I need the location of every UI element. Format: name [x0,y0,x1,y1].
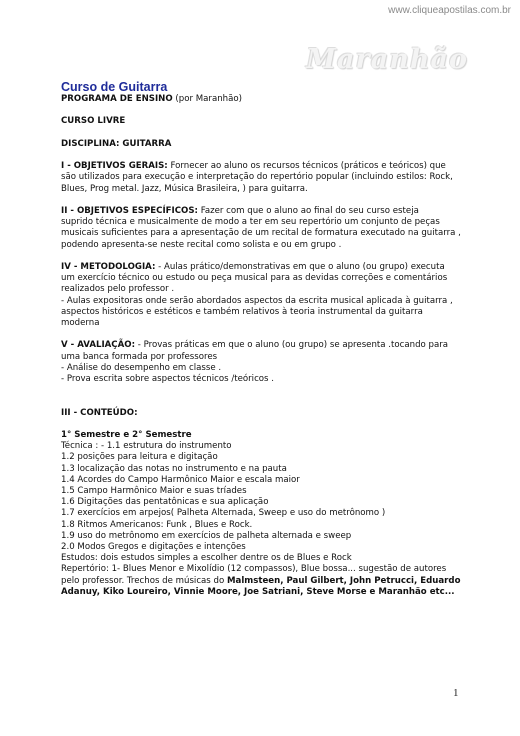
program-author: (por Maranhão) [172,94,242,104]
repertoire-line [61,576,471,587]
section-heading: II - OBJETIVOS ESPECÍFICOS: [61,205,198,216]
paragraph-line: são utilizados para execução e interpretação do repertório popular (incluindo estilos: Rock, [61,172,453,183]
list-item: 1.3 localização das notas no instrumento e na pauta [61,463,287,474]
paragraph-text: Fornecer ao aluno os recursos técnicos (práticos e teóricos) que [167,161,446,172]
section-heading: III - CONTEÚDO: [61,407,138,418]
list-item: 1.2 posições para leitura e digitação [61,452,218,463]
paragraph-line [61,161,471,172]
paragraph-line [61,262,471,273]
list-item: 1.4 Acordes do Campo Harmônico Maior e escala maior [61,474,300,485]
paragraph-line: Blues, Prog metal. Jazz, Música Brasileira, ) para guitarra. [61,183,308,194]
repertoire-artists: Adanuy, Kiko Loureiro, Vinnie Moore, Joe Satriani, Steve Morse e Maranhão etc... [61,586,455,597]
paragraph-text: - Provas práticas em que o aluno (ou grupo) se apresenta .tocando para [135,340,449,351]
list-item: 2.0 Modos Gregos e digitações e intenções [61,541,246,552]
section-evaluation [61,340,471,385]
paragraph-line: musicais suficientes para a apresentação de um recital de formatura executado na guitarra , [61,228,461,239]
document-title: Curso de Guitarra [61,80,168,94]
list-item: Técnica : - 1.1 estrutura do instrumento [61,441,232,452]
paragraph-line: realizados pelo professor . [61,284,175,295]
paragraph-line [61,206,471,217]
paragraph-line: - Aulas expositoras onde serão abordados aspectos da escrita musical aplicada à guitarra , [61,295,453,306]
paragraph-line: moderna [61,317,100,328]
paragraph-line: podendo apresenta-se neste recital como solista e ou em grupo . [61,239,342,250]
paragraph-line: uma banca formada por professores [61,351,218,362]
section-general-objectives [61,161,471,195]
list-item: 1.7 exercícios em arpejos( Palheta Alternada, Sweep e uso do metrônomo ) [61,508,386,519]
repertoire-text: pelo professor. Trechos de músicas do [61,575,227,586]
brand-logo: Maranhão [306,44,468,75]
discipline: DISCIPLINA: GUITARRA [61,138,172,149]
section-heading: IV - METODOLOGIA: [61,261,156,272]
list-item: 1.8 Ritmos Americanos: Funk , Blues e Rock. [61,519,253,530]
page-number: 1 [453,687,459,699]
list-item: 1.6 Digitações das pentatônicas e sua aplicação [61,497,269,508]
paragraph-line: - Análise do desempenho em classe . [61,362,222,373]
section-content [61,408,471,598]
paragraph-text: Fazer com que o aluno ao final do seu curso esteja [197,205,419,216]
course-type: CURSO LIVRE [61,116,126,127]
list-item: 1.9 uso do metrônomo em exercícios de palheta alternada e sweep [61,530,352,541]
repertoire-artists: Malmsteen, Paul Gilbert, John Petrucci, Eduardo [226,575,461,586]
list-item: 1.5 Campo Harmônico Maior e suas tríades [61,485,247,496]
paragraph-line [61,340,471,351]
paragraph-text: - Aulas prático/demonstrativas em que o aluno (ou grupo) executa [155,261,445,272]
paragraph-line: aspectos históricos e estéticos e também relativos à teoria instrumental da guitarra [61,306,423,317]
section-heading: V - AVALIAÇÃO: [61,340,136,351]
section-specific-objectives [61,206,471,251]
paragraph-line: um exercício técnico ou estudo ou peça musical para as devidas correções e comentários [61,273,448,284]
list-item: Estudos: dois estudos simples a escolher dentre os de Blues e Rock [61,553,352,564]
paragraph-line: - Prova escrita sobre aspectos técnicos /teóricos . [61,373,274,384]
section-heading: I - OBJETIVOS GERAIS: [61,161,168,172]
program-label: PROGRAMA DE ENSINO [61,94,173,104]
document-body [61,80,471,598]
site-url: www.cliqueapostilas.com.br [388,5,511,16]
paragraph-line: suprido técnica e musicalmente de modo a ter em seu repertório um conjunto de peças [61,217,440,228]
semester-heading: 1° Semestre e 2° Semestre [61,429,192,440]
program-line [61,94,471,105]
section-methodology [61,262,471,329]
list-item: Repertório: 1- Blues Menor e Mixolídio (12 compassos), Blue bossa... sugestão de autores [61,564,447,575]
